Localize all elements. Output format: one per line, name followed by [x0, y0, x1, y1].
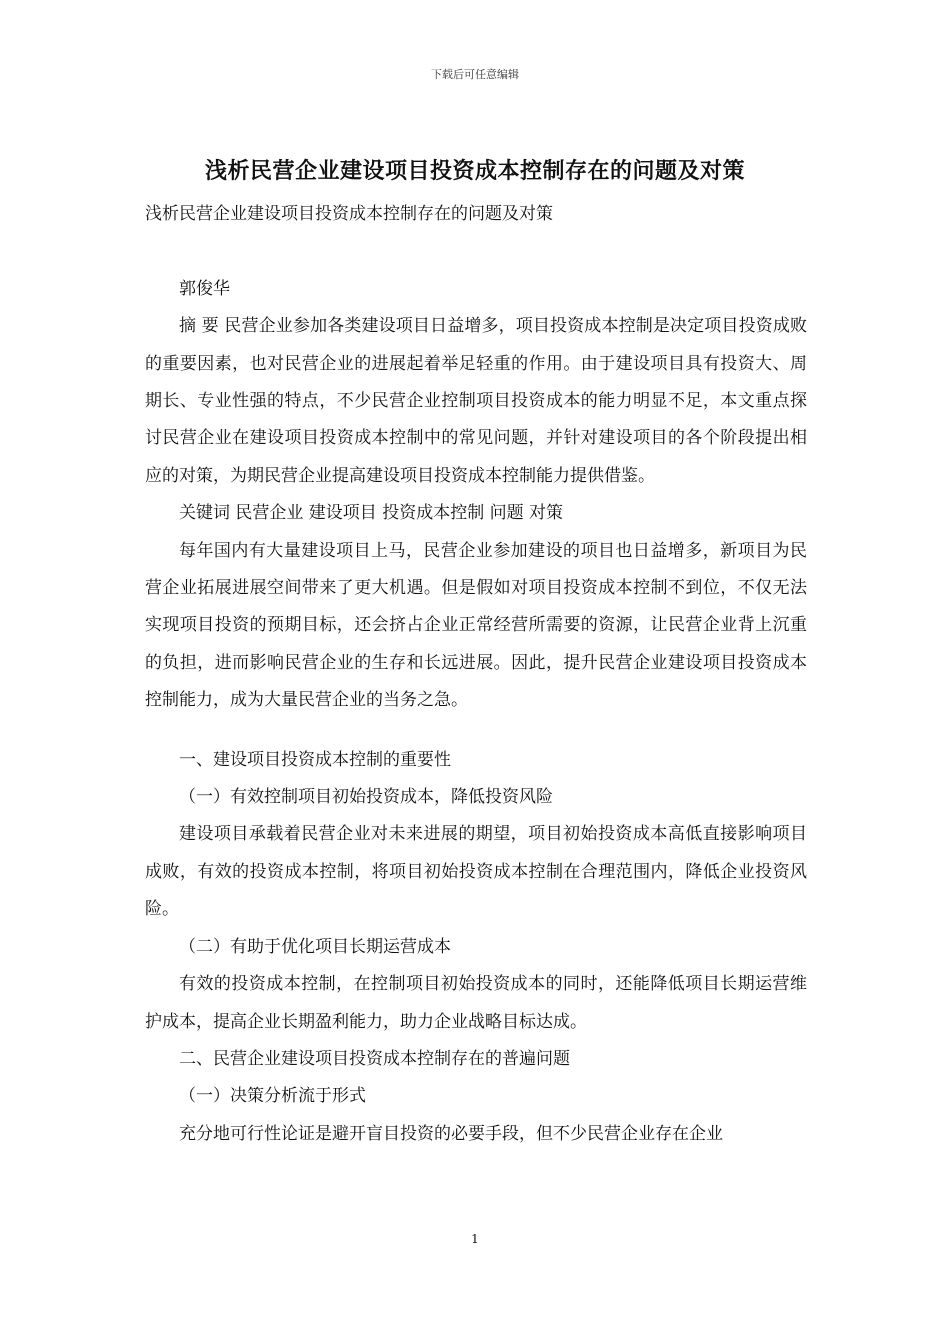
- spacer: [145, 720, 807, 742]
- document-body: [145, 196, 807, 1153]
- section-2-heading: 二、民营企业建设项目投资成本控制存在的普遍问题: [179, 1048, 570, 1069]
- page-number: 1: [471, 1232, 479, 1246]
- section-2-1-heading: （一）决策分析流于形式: [179, 1086, 366, 1107]
- section-2-1-paragraph: 充分地可行性论证是避开盲目投资的必要手段，但不少民营企业存在企业: [179, 1123, 723, 1144]
- header-note: 下载后可任意编辑: [431, 68, 519, 81]
- author: 郭俊华: [179, 278, 230, 299]
- keywords-paragraph: 关键词 民营企业 建设项目 投资成本控制 问题 对策: [179, 503, 564, 524]
- section-1-1-paragraph: 建设项目承载着民营企业对未来进展的期望，项目初始投资成本高低直接影响项目成败，有效的投资成本控制，将项目初始投资成本控制在合理范围内，降低企业投资风险。: [145, 824, 807, 920]
- subtitle: 浅析民营企业建设项目投资成本控制存在的问题及对策: [145, 204, 553, 224]
- section-1-2-paragraph: 有效的投资成本控制，在控制项目初始投资成本的同时，还能降低项目长期运营维护成本，提高企业长期盈利能力，助力企业战略目标达成。: [145, 974, 807, 1032]
- section-1-1-heading: （一）有效控制项目初始投资成本，降低投资风险: [179, 787, 553, 808]
- spacer: [145, 233, 807, 270]
- section-1-heading: 一、建设项目投资成本控制的重要性: [179, 749, 451, 770]
- document-title: 浅析民营企业建设项目投资成本控制存在的问题及对策: [204, 158, 745, 184]
- section-1-2-heading: （二）有助于优化项目长期运营成本: [179, 936, 451, 957]
- intro-paragraph: 每年国内有大量建设项目上马，民营企业参加建设的项目也日益增多，新项目为民营企业拓展进展空间带来了更大机遇。但是假如对项目投资成本控制不到位，不仅无法实现项目投资的预期目标，还会挤占企业正常经营所需要的资源，让民营企业背上沉重的负担，进而影响民营企业的生存和长远进展。因此，提升民营企业建设项目投资成本控制能力，成为大量民营企业的当务之急。: [145, 540, 807, 711]
- abstract-paragraph: 摘 要 民营企业参加各类建设项目日益增多，项目投资成本控制是决定项目投资成败的重要因素，也对民营企业的进展起着举足轻重的作用。由于建设项目具有投资大、周期长、专业性强的特点，不少民营企业控制项目投资成本的能力明显不足，本文重点探讨民营企业在建设项目投资成本控制中的常见问题，并针对建设项目的各个阶段提出相应的对策，为期民营企业提高建设项目投资成本控制能力提供借鉴。: [145, 316, 807, 486]
